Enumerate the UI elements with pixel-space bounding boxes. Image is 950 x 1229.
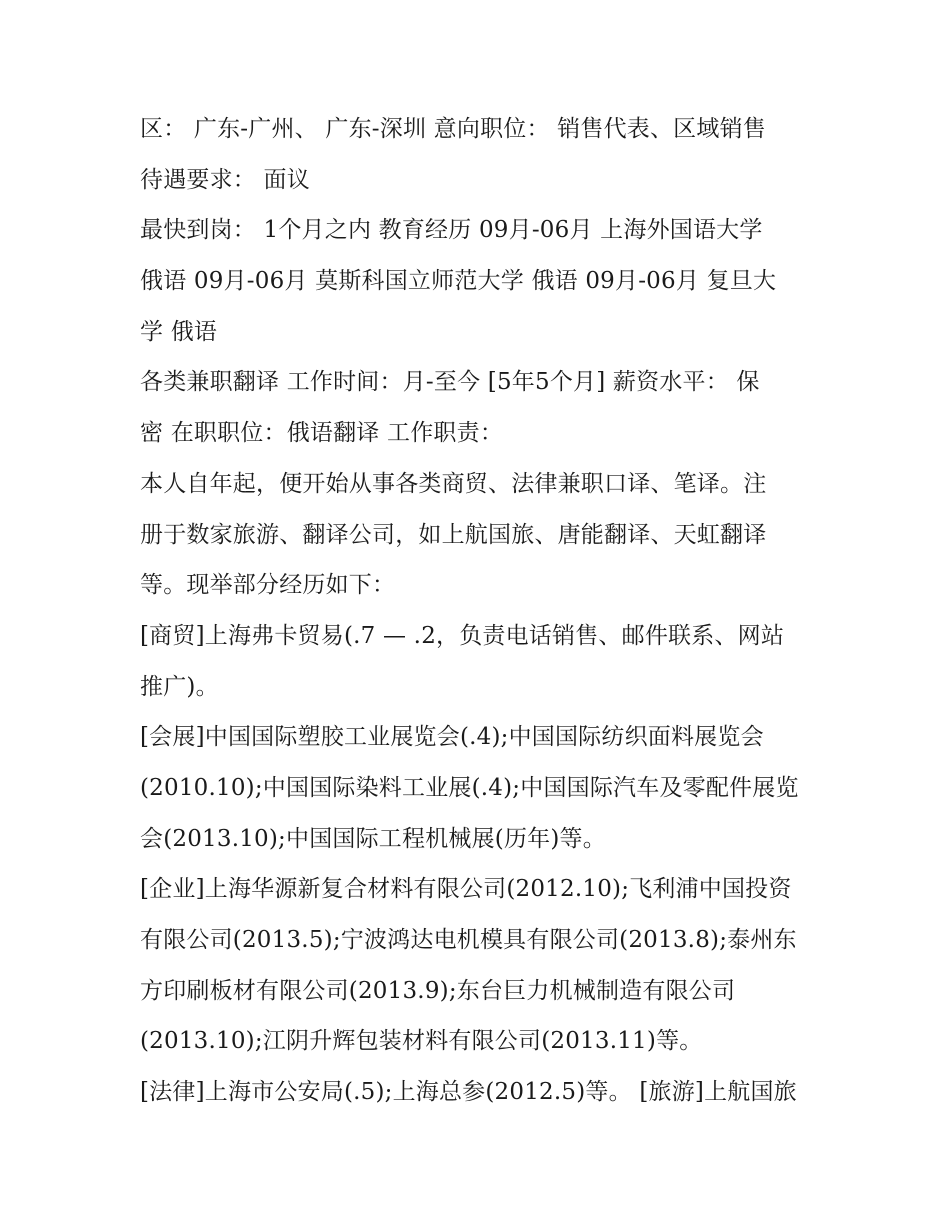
text-line: 区： 广东-广州、 广东-深圳 意向职位： 销售代表、区域销售 (140, 116, 766, 142)
text-line: [法律]上海市公安局(.5);上海总参(2012.5)等。 [旅游]上航国旅 (140, 1079, 797, 1106)
text-line: 学 俄语 (140, 318, 218, 345)
text-line: 有限公司(2013.5);宁波鸿达电机模具有限公司(2013.8);泰州东 (140, 927, 797, 953)
text-line: 待遇要求： 面议 (140, 166, 310, 193)
text-line: [商贸]上海弗卡贸易(.7 — .2，负责电话销售、邮件联系、网站 (140, 622, 785, 649)
text-line: 方印刷板材有限公司(2013.9);东台巨力机械制造有限公司 (140, 977, 736, 1004)
text-line: 册于数家旅游、翻译公司，如上航国旅、唐能翻译、天虹翻译 (140, 521, 767, 548)
text-line: (2010.10);中国国际染料工业展(.4);中国国际汽车及零配件展览 (140, 774, 799, 801)
text-line: 各类兼职翻译 工作时间：月-至今 [5年5个月] 薪资水平： 保 (140, 369, 760, 396)
text-line: 推广)。 (140, 673, 219, 700)
text-line: 俄语 09月-06月 莫斯科国立师范大学 俄语 09月-06月 复旦大 (140, 268, 777, 295)
text-line: (2013.10);江阴升辉包装材料有限公司(2013.11)等。 (140, 1028, 703, 1055)
text-line: 等。现举部分经历如下： (140, 572, 396, 599)
document-body (140, 104, 820, 1118)
text-line: 最快到岗： 1个月之内 教育经历 09月-06月 上海外国语大学 (140, 217, 763, 244)
text-line: 本人自年起，便开始从事各类商贸、法律兼职口译、笔译。注 (140, 470, 767, 497)
text-line: [会展]中国国际塑胶工业展览会(.4);中国国际纺织面料展览会 (140, 724, 764, 751)
text-line: [企业]上海华源新复合材料有限公司(2012.10);飞利浦中国投资 (140, 876, 792, 903)
text-line: 会(2013.10);中国国际工程机械展(历年)等。 (140, 825, 606, 852)
text-line: 密 在职职位：俄语翻译 工作职责： (140, 420, 504, 447)
